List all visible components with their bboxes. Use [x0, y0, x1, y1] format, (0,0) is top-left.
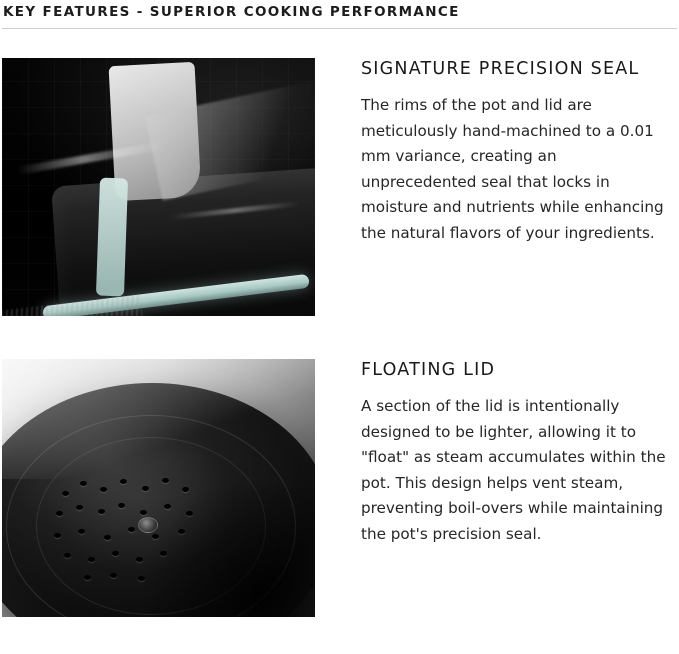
feature-body: The rims of the pot and lid are meticulously hand-machined to a 0.01 mm variance, creating an unprecedented seal that locks in moisture and nutrients while enhancing the natural flavors of your ingredients.	[361, 96, 664, 242]
vent-hole	[162, 478, 169, 483]
feature-title: SIGNATURE PRECISION SEAL	[361, 59, 640, 79]
vent-hole	[120, 479, 127, 484]
vent-hole	[80, 481, 87, 486]
feature-row	[0, 58, 679, 316]
section-heading: KEY FEATURES - SUPERIOR COOKING PERFORMANCE	[3, 4, 460, 20]
vent-hole	[112, 551, 119, 556]
floating-lid-image	[2, 359, 315, 617]
vent-hole	[62, 491, 69, 496]
vent-hole	[100, 487, 107, 492]
feature-row	[0, 359, 679, 617]
vent-hole	[54, 533, 61, 538]
seal-edge-vertical	[96, 178, 128, 297]
vent-hole	[76, 505, 83, 510]
vent-hole	[88, 557, 95, 562]
feature-text-block	[315, 359, 677, 547]
feature-body: A section of the lid is intentionally designed to be lighter, allowing it to "float" as steam accumulates within the pot. This design helps vent steam, preventing boil-overs while maintaining the pot's precision seal.	[361, 397, 666, 543]
vent-hole	[118, 503, 125, 508]
vent-hole	[110, 573, 117, 578]
feature-title: FLOATING LID	[361, 360, 496, 380]
feature-text-block	[315, 58, 677, 246]
vent-hole	[78, 529, 85, 534]
vent-hole	[104, 535, 111, 540]
vent-hole	[64, 553, 71, 558]
lid-edge-shadow	[125, 487, 315, 617]
heading-divider	[2, 28, 677, 29]
vent-hole	[56, 511, 63, 516]
vent-hole	[84, 575, 91, 580]
vent-hole	[98, 509, 105, 514]
precision-seal-image	[2, 58, 315, 316]
